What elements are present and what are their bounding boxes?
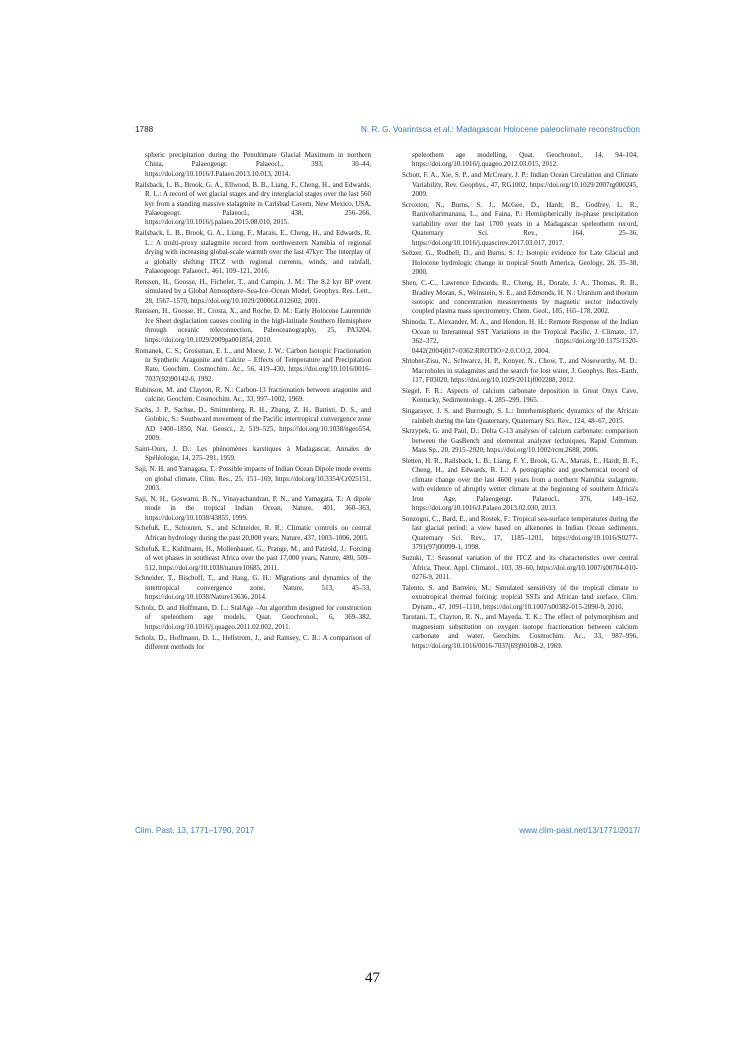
reference-entry: Sonzogni, C., Bard, E., and Rostek, F.: Tropical sea-surface temperatures during the last glacial period: a view based on alkenones in Indian Ocean sediments, Quaternary Sci. Rev., 17, 1185–1201, https://doi.org/10.1016/S0277-3791(97)00099-1, 1998. [402,515,638,552]
reference-entry: Saji, N. H. and Yamagata, T.: Possible impacts of Indian Ocean Dipole mode events on global climate, Clim. Res., 25, 151–169, https://doi.org/10.3354/Cr025151, 2003. [135,465,371,493]
reference-entry: Scholz, D. and Hoffmann, D. L.: StalAge –An algorithm designed for construction of speleothem age models, Quat. Geochronol., 6, 369–382, https://doi.org/10.1016/j.quageo.2011.02.002, 2011. [135,604,371,631]
reference-entry: Talento, S. and Barreiro, M.: Simulated sensitivity of the tropical climate to extratropical thermal forcing: tropical SSTs and African land surface, Clim. Dynam., 47, 1091–1110, https://doi.org/10.1007/s00382-015-2890-9, 2016. [402,583,638,611]
reference-entry: spheric precipitation during the Penultimate Glacial Maximum in northern China, Palaeogeogr. Palaeocl., 393, 30–44, https://doi.org/10.1016/J.Palaeo.2013.10.013, 2014. [145,151,371,178]
reference-entry: Scholz, D., Hoffmann, D. L., Hellstrom, J., and Ramsey, C. B.: A comparison of different methods for [135,633,371,652]
footer-journal-citation: Clim. Past, 13, 1771–1790, 2017 [135,826,255,835]
footer-journal-url[interactable]: www.clim-past.net/13/1771/2017/ [519,826,640,835]
references-right-column [402,151,638,653]
journal-footer [135,826,640,838]
reference-entry: Sachs, J. P., Sachse, D., Smittenberg, R. H., Zhang, Z. H., Battisti, D. S., and Golubic, S.: Southward movement of the Pacific intertropical convergence zone AD 1400–1850, Nat. Geosci., 2, 519–525, https://doi.org/10.1038/ngeo554, 2009. [135,405,371,443]
reference-entry: Saint-Ours, J. D.: Les phénomènes karstiques à Madagascar, Annales de Spéléologie, 14, 275–291, 1959. [135,444,371,463]
header-running-title: N. R. G. Voarintsoa et al.: Madagascar Holocene paleoclimate reconstruction [361,125,640,134]
sheet-page-number: 47 [365,970,380,986]
header-page-number: 1788 [135,125,154,134]
reference-entry: Railsback, L. B., Brook, G. A., Ellwood, B. B., Liang, F., Cheng, H., and Edwards, R. L.: A record of wet glacial stages and dry interglacial stages over the last 560 kyr from a standing massive stalagmite in Carlsbad Cavern, New Mexico, USA, Palaeogeogr. Palaeocl., 438, 256–266, https://doi.org/10.1016/j.palaeo.2015.08.010, 2015. [135,180,371,227]
reference-entry: Saji, N. H., Goswami, B. N., Vinayachandran, P. N., and Yamagata, T.: A dipole mode in the tropical Indian Ocean, Nature, 401, 360–363, https://doi.org/10.1038/43855, 1999. [135,494,371,522]
reference-entry: Siegel, F. R.: Aspects of calcium carbonate deposition in Great Onyx Cave, Kentucky, Sedimentology, 4, 285–299, 1965. [402,386,638,405]
reference-entry: Shtober-Zisu, N., Schwarcz, H. P., Konyer, N., Chow, T., and Noseworthy, M. D.: Macroholes in stalagmites and the search for lost water, J. Geophys. Res.-Earth, 117, F03020, https://doi.org/10.1029/2011jf002288, 2012. [402,357,638,385]
reference-entry: Rubinson, M. and Clayton, R. N.: Carbon-13 fractionation between aragonite and calcite, Geochim. Cosmochim. Ac., 33, 997–1002, 1969. [135,385,371,404]
reference-entry: Suzuki, T.: Seasonal variation of the ITCZ and its characteristics over central Africa, Theor. Appl. Climatol., 103, 39–60, https://doi.org/10.1007/s00704-010-0276-9, 2011. [402,554,638,582]
reference-entry: Railsback, L. B., Brook, G. A., Liang, F., Marais, E., Cheng, H., and Edwards, R. L.: A multi-proxy stalagmite record from northwestern Namibia of regional drying with increasing global-scale warmth over the last 47kyr: The interplay of a globally shifting ITCZ with regional currents, winds, and rainfall, Palaeogeogr. Palaeocl., 461, 109–121, 2016. [135,229,371,276]
reference-entry: Romanek, C. S., Grossman, E. L., and Morse, J. W.: Carbon Isotopic Fractionation in Synthetic Aragonite and Calcite – Effects of Temperature and Precipitation Rate, Geochim. Cosmochim. Ac., 56, 419–430, https://doi.org/10.1016/0016-7037(92)90142-6, 1992. [135,346,371,383]
reference-entry: Sletten, H. R., Railsback, L. B., Liang, F. Y., Brook, G. A., Marais, E., Hardt, B. F., Cheng, H., and Edwards, R. L.: A petrographic and geochemical record of climate change over the last 4600 years from a northern Namibia stalagmite, with evidence of abruptly wetter climate at the beginning of southern Africa's Iron Age, Palaeogeogr. Palaeocl., 376, 149–162, https://doi.org/10.1016/J.Palaeo.2013.02.030, 2013. [402,457,638,513]
reference-entry: speleothem age modelling, Quat. Geochronol., 14, 94–104, https://doi.org/10.1016/j.quageo.2012.03.015, 2012. [412,151,638,169]
reference-entry: Schott, F. A., Xie, S. P., and McCreary, J. P.: Indian Ocean Circulation and Climate Variability, Rev. Geophys., 47, RG1002, https://doi.org/10.1029/2007rg000245, 2009. [402,171,638,199]
reference-entry: Seltzer, G., Rodbell, D., and Burns, S. J.: Isotopic evidence for Late Glacial and Holocene hydrologic change in tropical South America, Geology, 28, 35–38, 2000. [402,249,638,277]
reference-entry: Skrzypek, G. and Paul, D.: Delta C-13 analyses of calcium carbonate: comparison between the GasBench and elemental analyzer techniques, Rapid Commun. Mass Sp., 20, 2915–2920, https://doi.org/10.1002/rcm.2688, 2006. [402,427,638,455]
reference-entry: Schefuß, E., Schouten, S., and Schneider, R. R.: Climatic controls on central African hydrology during the past 20,000 years, Nature, 437, 1003–1006, 2005. [135,524,371,542]
reference-entry: Scroxton, N., Burns, S. J., McGee, D., Hardt, B., Godfrey, L. R., Ranivoharimanana, L., and Faina, P.: Hemispherically in-phase precipitation variability over the last 1700 years in a Madagascar speleothem record, Quaternary Sci. Rev., 164, 25–36, https://doi.org/10.1016/j.quascirev.2017.03.017, 2017. [402,200,638,247]
reference-entry: Singarayer, J. S. and Burrough, S. L.: Interhemispheric dynamics of the African rainbelt during the late Quaternary, Quaternary Sci. Rev., 124, 48–67, 2015. [402,407,638,425]
reference-entry: Renssen, H., Goosse, H., Crosta, X., and Roche, D. M.: Early Holocene Laurentide Ice Sheet deglaciation causes cooling in the high-latitude Southern Hemisphere through oceanic teleconnection, Paleoceanography, 25, PA3204, https://doi.org/10.1029/2009pa001854, 2010. [135,307,371,344]
references-left-column [135,151,371,654]
reference-entry: Schneider, T., Bischoff, T., and Haug, G. H.: Migrations and dynamics of the intertropical convergence zone, Nature, 513, 45–53, https://doi.org/10.1038/Nature13636, 2014. [135,574,371,602]
running-header [135,125,640,137]
reference-entry: Shen, C.-C., Lawrence Edwards, R., Cheng, H., Dorale, J. A., Thomas, R. B., Bradley Moran, S., Weinstein, S. E., and Edmonds, H. N.: Uranium and thorium isotopic and concentration measurements by magnetic sector inductively coupled plasma mass spectrometry, Chem. Geol., 185, 165–178, 2002. [402,279,638,316]
reference-entry: Tarutani, T., Clayton, R. N., and Mayeda, T. K.: The effect of polymorphism and magnesium substitution on oxygen isotope fractionation between calcium carbonate and water, Geochim. Cosmochim. Ac., 33, 987–996, https://doi.org/10.1016/0016-7037(69)90108-2, 1969. [402,613,638,650]
reference-entry: Renssen, H., Goosse, H., Fichefet, T., and Campin, J. M.: The 8.2 kyr BP event simulated by a Global Atmosphere–Sea-Ice–Ocean Model, Geophys. Res. Lett., 28, 1567–1570, https://doi.org/10.1029/2000GL012602, 2001. [135,277,371,305]
reference-entry: Shinoda, T., Alexander, M. A., and Hendon, H. H.: Remote Response of the Indian Ocean to Interannual SST Variations in the Tropical Pacific, J. Climate, 17, 362–372, https://doi.org/10.1175/1520-0442(2004)017<0362:RROTIO>2.0.CO;2, 2004. [402,318,638,355]
reference-entry: Schefuß, E., Kuhlmann, H., Mollenhauer, G., Prange, M., and Patzold, J.: Forcing of wet phases in southeast Africa over the past 17,000 years, Nature, 480, 509–512, https://doi.org/10.1038/nature10685, 2011. [135,544,371,572]
